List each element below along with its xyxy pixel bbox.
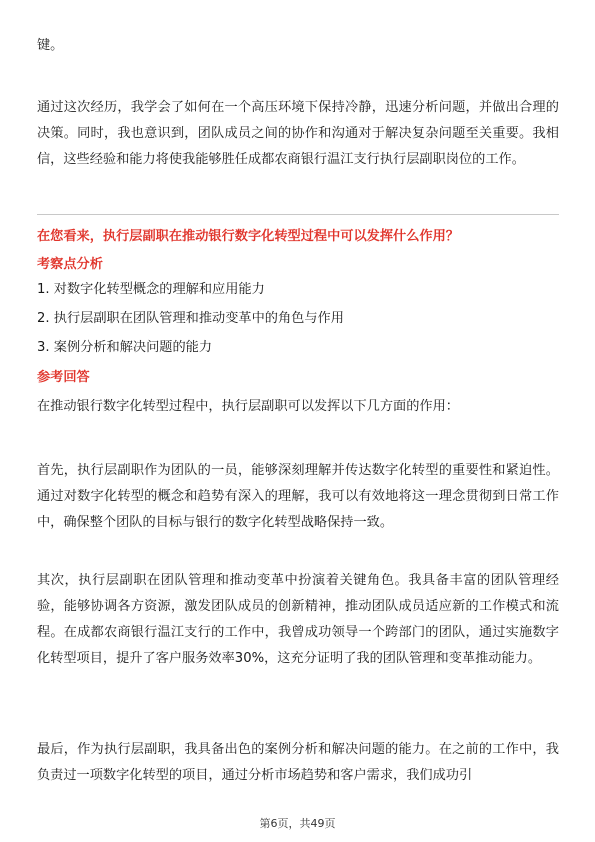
answer-second-paragraph: 其次，执行层副职在团队管理和推动变革中扮演着关键角色。我具备丰富的团队管理经验，能够协调各方资源，激发团队成员的创新精神，推动团队成员适应新的工作模式和流程。在成都农商银行温江支行的工作中，我曾成功领导一个跨部门的团队，通过实施数字化转型项目，提升了客户服务效率30%，这充分证明了我的团队管理和变革推动能力。 — [37, 573, 559, 666]
answer-heading: 参考回答 — [37, 370, 90, 385]
intro-continuation: 键。 — [37, 38, 64, 53]
page-number-footer: 第6页，共49页 — [259, 817, 336, 830]
reflection-paragraph: 通过这次经历，我学会了如何在一个高压环境下保持冷静，迅速分析问题，并做出合理的决策。同时，我也意识到，团队成员之间的协作和沟通对于解决复杂问题至关重要。我相信，这些经验和能力将使我能够胜任成都农商银行温江支行执行层副职岗位的工作。 — [37, 100, 559, 167]
section-divider — [37, 214, 559, 215]
answer-last-paragraph: 最后，作为执行层副职，我具备出色的案例分析和解决问题的能力。在之前的工作中，我负责过一项数字化转型的项目，通过分析市场趋势和客户需求，我们成功引 — [37, 742, 559, 783]
answer-first-paragraph: 首先，执行层副职作为团队的一员，能够深刻理解并传达数字化转型的重要性和紧迫性。通过对数字化转型的概念和趋势有深入的理解，我可以有效地将这一理念贯彻到日常工作中，确保整个团队的目标与银行的数字化转型战略保持一致。 — [37, 463, 559, 530]
question-title: 在您看来，执行层副职在推动银行数字化转型过程中可以发挥什么作用？ — [37, 229, 459, 244]
analysis-heading: 考察点分析 — [37, 257, 103, 272]
answer-intro: 在推动银行数字化转型过程中，执行层副职可以发挥以下几方面的作用： — [37, 399, 459, 414]
analysis-point-1: 1. 对数字化转型概念的理解和应用能力 — [37, 282, 265, 297]
analysis-point-3: 3. 案例分析和解决问题的能力 — [37, 340, 213, 355]
analysis-point-2: 2. 执行层副职在团队管理和推动变革中的角色与作用 — [37, 311, 344, 326]
